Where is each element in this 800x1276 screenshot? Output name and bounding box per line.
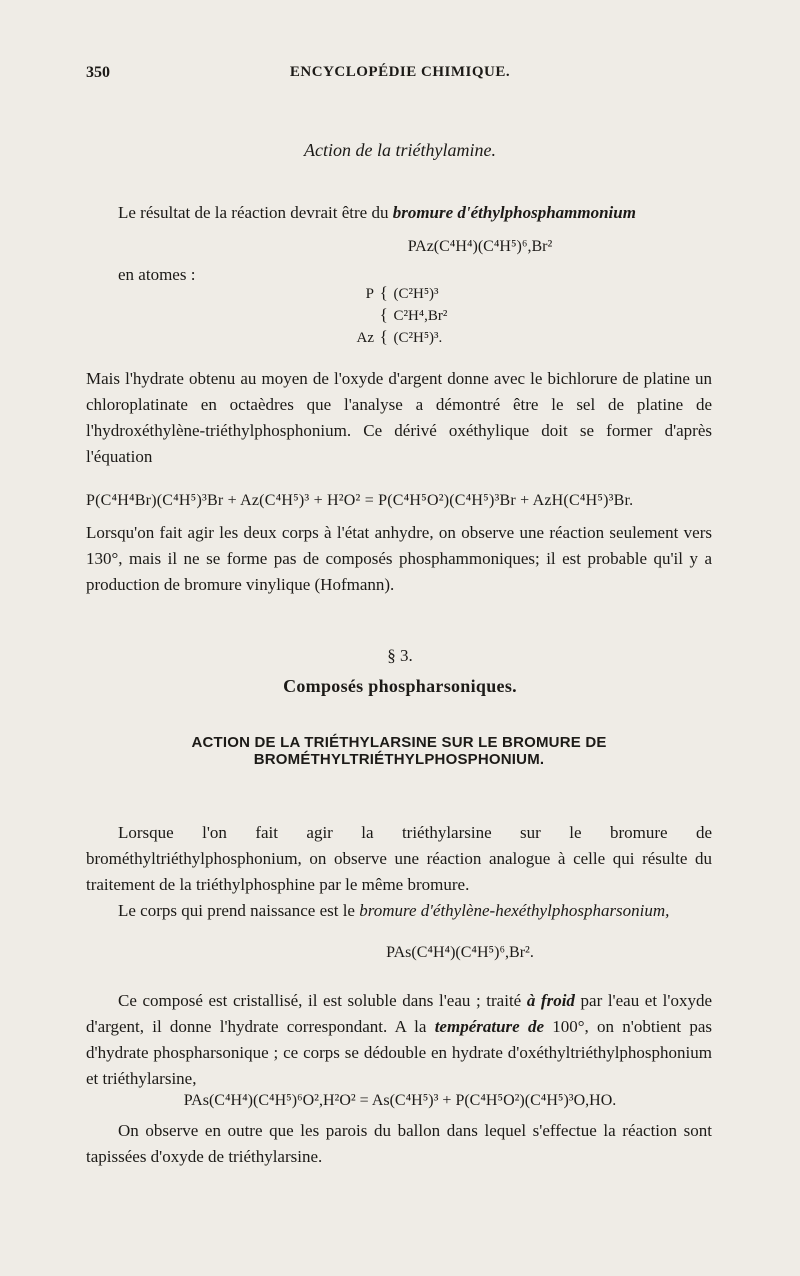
formula-phospharsonium: PAs(C⁴H⁴)(C⁴H⁵)⁶,Br².	[386, 944, 534, 961]
intro-term: bromure d'éthylphosphammonium	[392, 203, 636, 222]
equation-decomposition: PAs(C⁴H⁴)(C⁴H⁵)⁶O²,H²O² = As(C⁴H⁵)³ + P(C⁴H⁵O²)(C⁴H⁵)³O,HO.	[183, 1092, 617, 1109]
atoms-row	[356, 304, 447, 326]
action-heading: ACTION DE LA TRIÉTHYLARSINE SUR LE BROMURE DE BROMÉTHYLTRIÉTHYLPHOSPHONIUM.	[191, 734, 607, 768]
product-term: bromure d'éthylène-hexéthylphospharsonium,	[359, 901, 670, 920]
equation-oxethyl: P(C⁴H⁴Br)(C⁴H⁵)³Br + Az(C⁴H⁵)³ + H²O² = P(C⁴H⁵O²)(C⁴H⁵)³Br + AzH(C⁴H⁵)³Br.	[86, 492, 634, 509]
product-text: Le corps qui prend naissance est le	[118, 901, 360, 920]
crystal-text-c: 100°, on n'obtient pas d'hydrate phospharsonique ; ce corps se dédouble en hydrate d'oxéthyltriéthylphosphonium et triéthylarsine,	[86, 1017, 712, 1088]
product-paragraph	[86, 898, 712, 924]
brace-glyph: {	[379, 305, 388, 324]
atoms-row-value: (C²H⁵)³	[393, 286, 439, 302]
atoms-row-prefix: Az	[356, 330, 374, 346]
atoms-row-prefix: P	[365, 286, 374, 302]
flask-paragraph: On observe en outre que les parois du ballon dans lequel s'effectue la réaction sont tapissées d'oxyde de triéthylarsine.	[86, 1121, 712, 1166]
crystal-em-cold: à froid	[526, 991, 575, 1010]
formula-ethylphosphammonium: PAz(C⁴H⁴)(C⁴H⁵)⁶,Br²	[407, 238, 553, 255]
brace-glyph: {	[379, 283, 388, 302]
anhydrous-paragraph: Lorsqu'on fait agir les deux corps à l'état anhydre, on observe une réaction seulement vers 130°, mais il ne se forme pas de composés phosphammoniques; il est probable qu'il y a production de bromure vinylique (Hofmann).	[86, 523, 712, 594]
atoms-structure	[356, 282, 447, 348]
section-number: § 3.	[387, 646, 413, 665]
crystal-em-temperature: température de	[434, 1017, 544, 1036]
atoms-row-value: (C²H⁵)³.	[393, 330, 443, 346]
crystallized-paragraph	[86, 988, 712, 1092]
crystal-text-a: Ce composé est cristallisé, il est soluble dans l'eau ; traité	[118, 991, 527, 1010]
atoms-row-value: C²H⁴,Br²	[393, 308, 448, 324]
triethylarsine-paragraph: Lorsque l'on fait agir la triéthylarsine sur le bromure de brométhyltriéthylphosphonium, on observe une réaction analogue à celle qui résulte du traitement de la triéthylphosphine par le même bromure.	[86, 823, 712, 894]
atoms-row	[356, 326, 447, 348]
intro-paragraph	[118, 200, 710, 226]
hydrate-paragraph: Mais l'hydrate obtenu au moyen de l'oxyde d'argent donne avec le bichlorure de platine un chloroplatinate en octaèdres que l'analyse a démontré être le sel de platine de l'hydroxéthylène-triéthylphosphonium. Ce dérivé oxéthylique doit se former d'après l'équation	[86, 369, 712, 466]
page-number: 350	[86, 64, 110, 81]
brace-glyph: {	[379, 327, 388, 346]
atoms-row	[356, 282, 447, 304]
crystal-text-b: par l'eau et l'oxyde d'argent, il donne l'hydrate correspondant. A la	[86, 991, 713, 1036]
atoms-label: en atomes :	[118, 265, 196, 284]
section-subtitle: Action de la triéthylamine.	[304, 140, 496, 160]
intro-text: Le résultat de la réaction devrait être du	[118, 203, 393, 222]
running-title: ENCYCLOPÉDIE CHIMIQUE.	[289, 64, 511, 80]
section-title: Composés phospharsoniques.	[283, 676, 517, 696]
